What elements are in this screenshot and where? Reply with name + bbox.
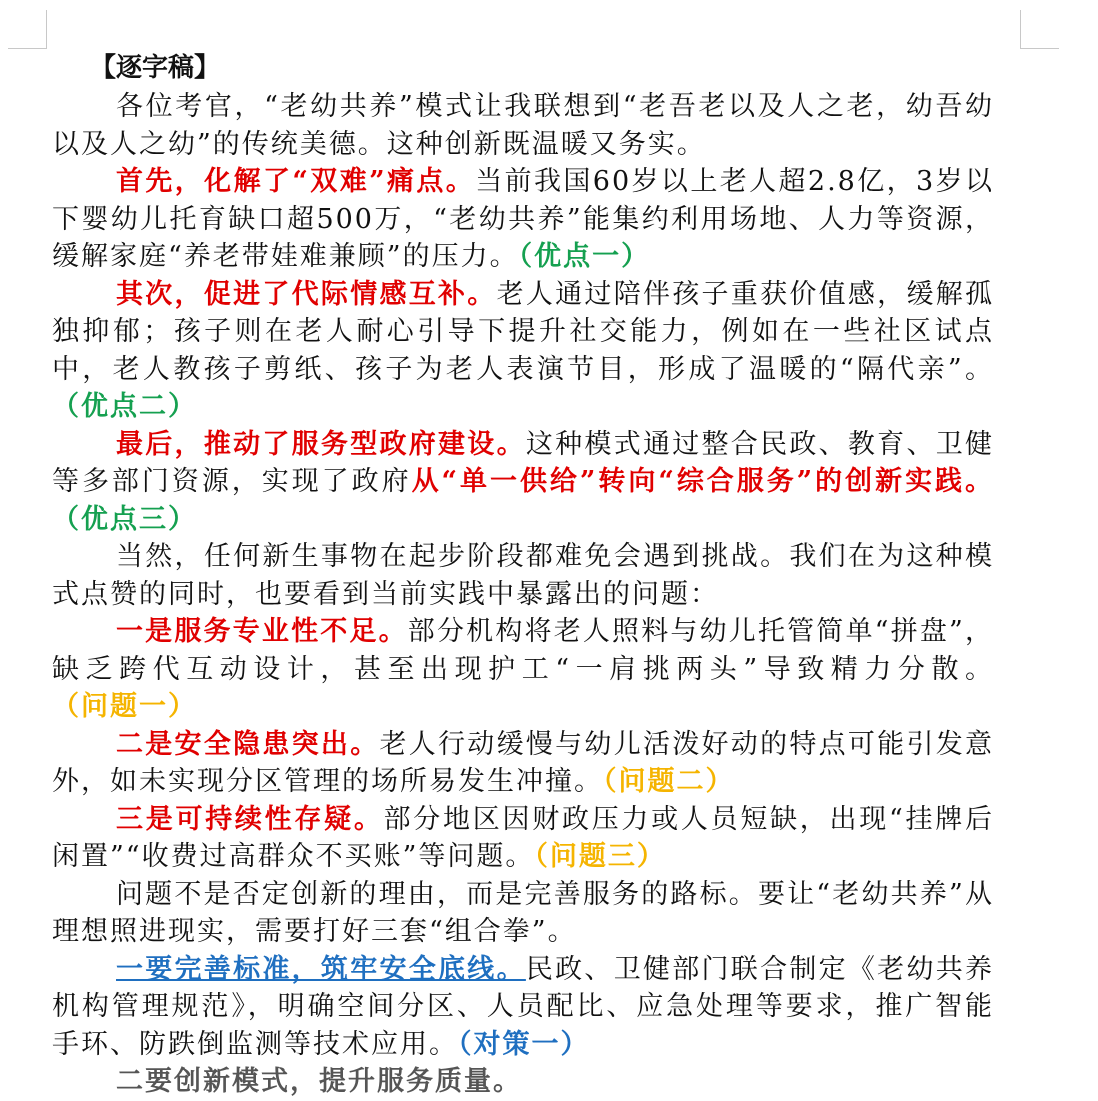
lead-sentence: 一要完善标准，筑牢安全底线。 [116, 953, 526, 985]
document-body [52, 50, 994, 1101]
paragraph-countermeasure-1 [52, 951, 994, 1064]
tag-label: （优点一） [518, 241, 651, 272]
paragraph-advantage-1 [52, 163, 994, 276]
document-heading: 【逐字稿】 [90, 53, 221, 83]
lead-sentence: 一是服务专业性不足。 [116, 616, 408, 647]
lead-sentence: 二是安全隐患突出。 [116, 728, 380, 760]
lead-sentence: 二要创新模式，提升服务质量。 [116, 1066, 522, 1097]
lead-sentence: 最后，推动了服务型政府建设。 [116, 428, 526, 460]
tag-label: （优点二） [52, 391, 197, 422]
body-text: 当前我国60岁以上老人超2.8亿，3岁以下婴幼儿托育缺口超500万，“老幼共养”能集约利用场地、人力等资源，缓解家庭“养老带娃难兼顾”的压力。 [52, 166, 994, 272]
paragraph-countermeasure-intro: 问题不是否定创新的理由，而是完善服务的路标。要让“老幼共养”从理想照进现实，需要打好三套“组合拳”。 [52, 878, 994, 947]
body-text: 老人通过陪伴孩子重获价值感，缓解孤独抑郁；孩子则在老人耐心引导下提升社交能力，例如在一些社区试点中，老人教孩子剪纸、孩子为老人表演节目，形成了温暖的“隔代亲”。 [52, 278, 995, 385]
page-corner-mark-left [8, 10, 47, 49]
tag-label: （问题三） [534, 841, 666, 872]
highlight-text: 从“单一供给”转向“综合服务”的创新实践。 [411, 466, 994, 497]
paragraph-transition: 当然，任何新生事物在起步阶段都难免会遇到挑战。我们在为这种模式点赞的同时，也要看到当前实践中暴露出的问题： [52, 541, 994, 610]
body-text: 老人行动缓慢与幼儿活泼好动的特点可能引发意外，如未实现分区管理的场所易发生冲撞。 [52, 728, 995, 797]
lead-sentence: 首先，化解了“双难”痛点。 [116, 166, 476, 197]
tag-label: （优点三） [52, 503, 197, 535]
paragraph-problem-2 [52, 726, 994, 801]
body-text: 部分地区因财政压力或人员短缺，出现“挂牌后闲置”“收费过高群众不买账”等问题。 [52, 803, 994, 872]
body-text: 民政、卫健部门联合制定《老幼共养机构管理规范》，明确空间分区、人员配比、应急处理等要求，推广智能手环、防跌倒监测等技术应用。 [52, 953, 995, 1060]
body-text: 部分机构将老人照料与幼儿托管简单“拼盘”，缺乏跨代互动设计，甚至出现护工“一肩挑两头”导致精力分散。 [52, 616, 994, 685]
tag-label: （对策一） [458, 1028, 590, 1060]
body-text: 这种模式通过整合民政、教育、卫健等多部门资源，实现了政府 [52, 428, 995, 497]
lead-sentence: 三是可持续性存疑。 [116, 803, 384, 835]
paragraph-problem-1 [52, 613, 994, 726]
tag-label: （问题一） [52, 691, 197, 722]
paragraph-problem-3 [52, 801, 994, 876]
paragraph-advantage-3 [52, 426, 994, 539]
page-corner-mark-right [1020, 10, 1059, 49]
paragraph-countermeasure-2-partial [52, 1063, 994, 1101]
tag-label: （问题二） [603, 766, 735, 797]
lead-sentence: 其次，促进了代际情感互补。 [116, 278, 497, 310]
paragraph-advantage-2 [52, 276, 994, 426]
paragraph-intro: 各位考官，“老幼共养”模式让我联想到“老吾老以及人之老，幼吾幼以及人之幼”的传统美德。这种创新既温暖又务实。 [52, 91, 994, 160]
